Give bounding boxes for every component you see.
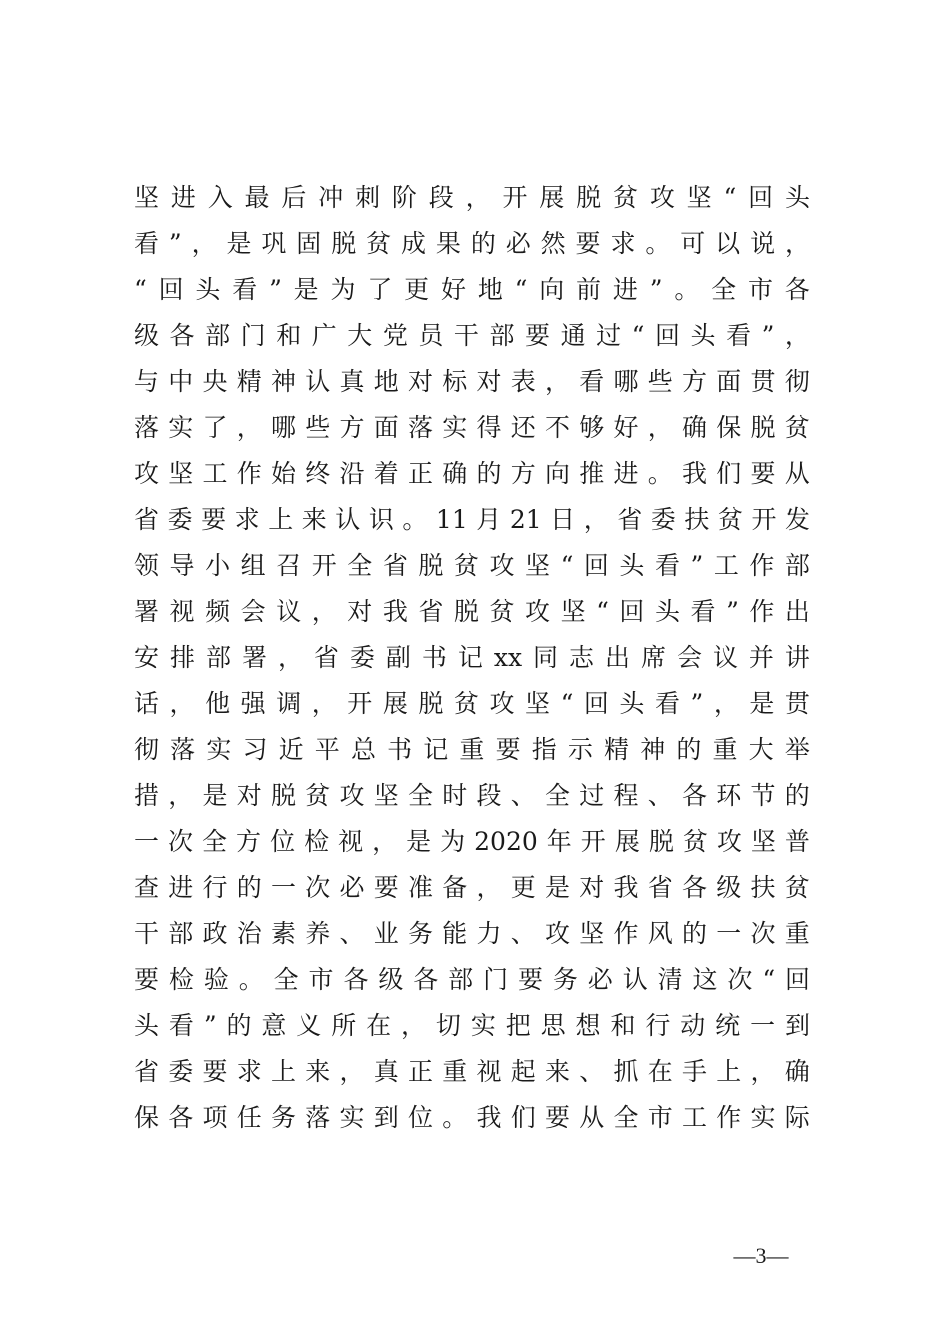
text-line: 省 委 要 求 上 来 ， 真 正 重 视 起 来 、 抓 在 手 上 ， 确 [134,1057,810,1086]
text-line: 级 各 部 门 和 广 大 党 员 干 部 要 通 过 “ 回 头 看 ” ， [134,321,810,350]
text-line: 省 委 要 求 上 来 认 识 。 11 月 21 日 ， 省 委 扶 贫 开 发 [134,505,810,534]
body-text [134,183,810,1149]
page-number: —3— [733,1243,789,1268]
text-line: 要 检 验 。 全 市 各 级 各 部 门 要 务 必 认 清 这 次 “ 回 [134,965,810,994]
text-line: 保 各 项 任 务 落 实 到 位 。 我 们 要 从 全 市 工 作 实 际 [134,1103,810,1132]
text-line: 领 导 小 组 召 开 全 省 脱 贫 攻 坚 “ 回 头 看 ” 工 作 部 [134,551,810,580]
text-line: 彻 落 实 习 近 平 总 书 记 重 要 指 示 精 神 的 重 大 举 [134,735,810,764]
text-line: 干 部 政 治 素 养 、 业 务 能 力 、 攻 坚 作 风 的 一 次 重 [134,919,810,948]
text-line: 署 视 频 会 议 ， 对 我 省 脱 贫 攻 坚 “ 回 头 看 ” 作 出 [134,597,810,626]
text-line: 一 次 全 方 位 检 视 ， 是 为 2020 年 开 展 脱 贫 攻 坚 普 [134,827,810,856]
text-line: 看 ” ， 是 巩 固 脱 贫 成 果 的 必 然 要 求 。 可 以 说 ， [134,229,810,258]
text-line: 头 看 ” 的 意 义 所 在 ， 切 实 把 思 想 和 行 动 统 一 到 [134,1011,810,1040]
text-line: 查 进 行 的 一 次 必 要 准 备 ， 更 是 对 我 省 各 级 扶 贫 [134,873,810,902]
text-line: “ 回 头 看 ” 是 为 了 更 好 地 “ 向 前 进 ” 。 全 市 各 [134,275,810,304]
text-line: 与 中 央 精 神 认 真 地 对 标 对 表 ， 看 哪 些 方 面 贯 彻 [134,367,810,396]
text-line: 话 ， 他 强 调 ， 开 展 脱 贫 攻 坚 “ 回 头 看 ” ， 是 贯 [134,689,810,718]
text-line: 攻 坚 工 作 始 终 沿 着 正 确 的 方 向 推 进 。 我 们 要 从 [134,459,810,488]
text-line: 安 排 部 署 ， 省 委 副 书 记 xx 同 志 出 席 会 议 并 讲 [134,643,810,672]
text-line: 坚 进 入 最 后 冲 刺 阶 段 ， 开 展 脱 贫 攻 坚 “ 回 头 [134,183,810,212]
text-line: 措 ， 是 对 脱 贫 攻 坚 全 时 段 、 全 过 程 、 各 环 节 的 [134,781,810,810]
text-line: 落 实 了 ， 哪 些 方 面 落 实 得 还 不 够 好 ， 确 保 脱 贫 [134,413,810,442]
